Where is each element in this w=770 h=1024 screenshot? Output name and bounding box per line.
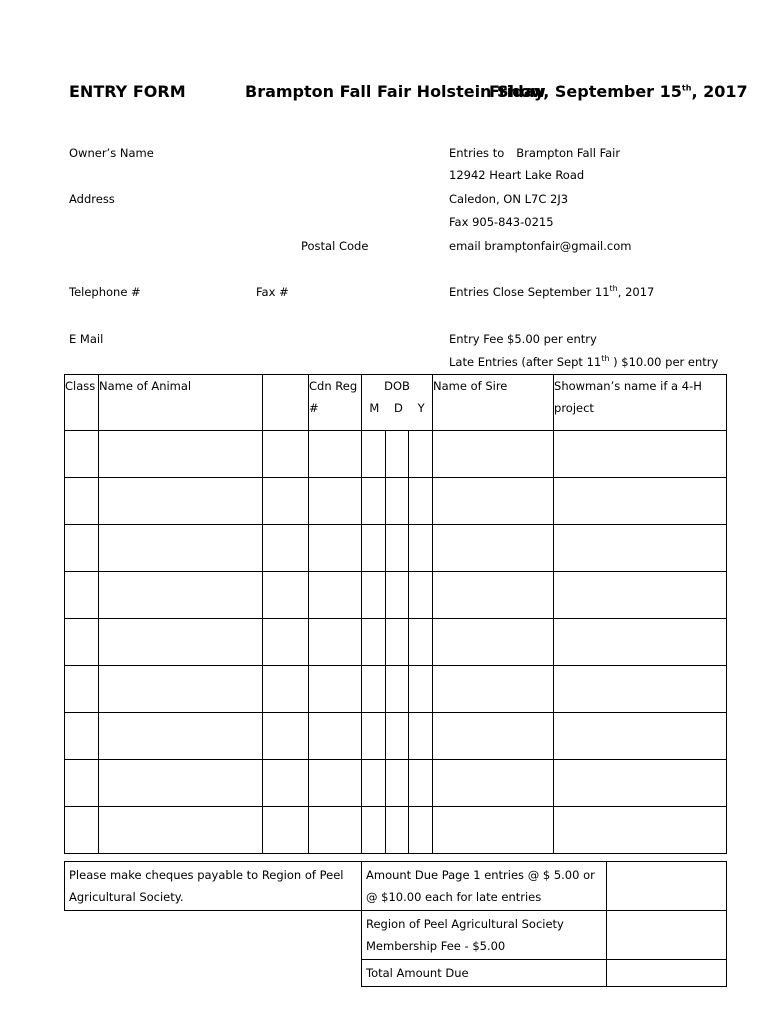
amount-due-row <box>362 862 727 911</box>
table-header-row <box>65 375 727 431</box>
class-cell[interactable] <box>65 572 99 619</box>
entries-close-main: Entries Close September 11 <box>449 285 610 299</box>
sire-cell[interactable] <box>433 807 554 854</box>
show-date-suffix: th <box>681 83 692 93</box>
dob-day-cell[interactable] <box>386 431 409 478</box>
animal-name-cell[interactable] <box>99 713 263 760</box>
dob-month-cell[interactable] <box>362 478 386 525</box>
sire-cell[interactable] <box>433 572 554 619</box>
showman-cell[interactable] <box>554 572 727 619</box>
entries-close-year: , 2017 <box>617 285 655 299</box>
dob-subheaders <box>362 397 432 419</box>
membership-fee-value[interactable] <box>607 911 727 960</box>
animal-name-cell[interactable] <box>99 525 263 572</box>
table-row <box>65 619 727 666</box>
dob-month-cell[interactable] <box>362 666 386 713</box>
late-entries-suffix: th <box>601 354 610 364</box>
class-cell[interactable] <box>65 619 99 666</box>
email-label: E Mail <box>69 332 104 346</box>
showman-cell[interactable] <box>554 525 727 572</box>
fax-label: Fax # <box>256 285 289 299</box>
dob-month-cell[interactable] <box>362 619 386 666</box>
cdn-reg-cell[interactable] <box>309 713 362 760</box>
total-amount-value[interactable] <box>607 960 727 987</box>
membership-row <box>362 911 727 960</box>
extra-cell[interactable] <box>263 760 309 807</box>
cdn-reg-cell[interactable] <box>309 431 362 478</box>
form-title: ENTRY FORM <box>69 82 186 101</box>
table-row <box>65 666 727 713</box>
animal-name-header: Name of Animal <box>99 375 263 431</box>
show-date-year: , 2017 <box>691 82 748 101</box>
amount-due-label: Amount Due Page 1 entries @ $ 5.00 or @ $10.00 each for late entries <box>362 862 607 911</box>
dob-year-cell[interactable] <box>409 619 433 666</box>
animal-name-cell[interactable] <box>99 807 263 854</box>
showman-cell[interactable] <box>554 431 727 478</box>
cdn-reg-cell[interactable] <box>309 666 362 713</box>
table-row <box>65 760 727 807</box>
dob-header <box>362 375 433 431</box>
sire-cell[interactable] <box>433 431 554 478</box>
entries-street: 12942 Heart Lake Road <box>449 168 585 182</box>
cdn-reg-cell[interactable] <box>309 760 362 807</box>
table-row <box>65 431 727 478</box>
dob-year-cell[interactable] <box>409 807 433 854</box>
cdn-reg-cell[interactable] <box>309 525 362 572</box>
table-row <box>65 713 727 760</box>
class-cell[interactable] <box>65 525 99 572</box>
extra-cell[interactable] <box>263 619 309 666</box>
table-row <box>65 525 727 572</box>
showman-header: Showman’s name if a 4-H project <box>554 375 727 431</box>
sire-cell[interactable] <box>433 619 554 666</box>
sire-cell[interactable] <box>433 478 554 525</box>
extra-cell[interactable] <box>263 572 309 619</box>
animal-name-cell[interactable] <box>99 619 263 666</box>
dob-day-cell[interactable] <box>386 619 409 666</box>
dob-year-header: Y <box>417 401 425 415</box>
cdn-reg-cell[interactable] <box>309 572 362 619</box>
entries-email: email bramptonfair@gmail.com <box>449 239 632 253</box>
cheques-box <box>64 861 362 911</box>
cdn-reg-cell[interactable] <box>309 807 362 854</box>
entries-fax: Fax 905-843-0215 <box>449 215 554 229</box>
showman-cell[interactable] <box>554 807 727 854</box>
cdn-reg-cell[interactable] <box>309 478 362 525</box>
entries-city: Caledon, ON L7C 2J3 <box>449 192 569 206</box>
entries-to-label: Entries to <box>449 146 505 160</box>
late-entries-fee: ) $10.00 per entry <box>609 355 719 369</box>
cdn-reg-cell[interactable] <box>309 619 362 666</box>
extra-cell[interactable] <box>263 666 309 713</box>
sire-cell[interactable] <box>433 760 554 807</box>
cdn-reg-header-line1: Cdn Reg <box>309 379 358 393</box>
address-label: Address <box>69 192 115 206</box>
dob-year-cell[interactable] <box>409 666 433 713</box>
entries-to <box>449 146 620 160</box>
animal-name-cell[interactable] <box>99 572 263 619</box>
dob-header-label: DOB <box>384 379 410 393</box>
dob-day-cell[interactable] <box>386 807 409 854</box>
extra-cell[interactable] <box>263 713 309 760</box>
amount-due-value[interactable] <box>607 862 727 911</box>
dob-year-cell[interactable] <box>409 431 433 478</box>
dob-day-cell[interactable] <box>386 572 409 619</box>
sire-cell[interactable] <box>433 666 554 713</box>
dob-year-cell[interactable] <box>409 572 433 619</box>
dob-year-cell[interactable] <box>409 525 433 572</box>
animal-name-cell[interactable] <box>99 666 263 713</box>
dob-month-cell[interactable] <box>362 572 386 619</box>
dob-day-cell[interactable] <box>386 713 409 760</box>
amount-due-table <box>361 861 727 987</box>
total-row <box>362 960 727 987</box>
dob-day-cell[interactable] <box>386 478 409 525</box>
table-row <box>65 478 727 525</box>
dob-month-cell[interactable] <box>362 525 386 572</box>
extra-cell[interactable] <box>263 525 309 572</box>
extra-cell[interactable] <box>263 478 309 525</box>
dob-year-cell[interactable] <box>409 713 433 760</box>
membership-fee-label: Region of Peel Agricultural Society Membership Fee - $5.00 <box>362 911 607 960</box>
show-date <box>489 82 748 101</box>
animal-name-cell[interactable] <box>99 760 263 807</box>
dob-month-cell[interactable] <box>362 807 386 854</box>
late-entries <box>449 355 718 369</box>
entries-close-suffix: th <box>609 284 618 294</box>
class-cell[interactable] <box>65 431 99 478</box>
table-row <box>65 807 727 854</box>
dob-year-cell[interactable] <box>409 478 433 525</box>
animal-name-cell[interactable] <box>99 431 263 478</box>
owners-name-label: Owner’s Name <box>69 146 154 160</box>
dob-day-cell[interactable] <box>386 666 409 713</box>
late-entries-main: Late Entries (after Sept 11 <box>449 355 602 369</box>
header-spacer-cell <box>263 375 309 431</box>
class-cell[interactable] <box>65 713 99 760</box>
cheques-note: Please make cheques payable to Region of Peel Agricultural Society. <box>65 862 362 911</box>
dob-year-cell[interactable] <box>409 760 433 807</box>
extra-cell[interactable] <box>263 431 309 478</box>
showman-cell[interactable] <box>554 713 727 760</box>
showman-cell[interactable] <box>554 666 727 713</box>
table-row <box>65 572 727 619</box>
dob-month-header: M <box>369 401 380 415</box>
dob-month-cell[interactable] <box>362 713 386 760</box>
class-cell[interactable] <box>65 760 99 807</box>
total-amount-label: Total Amount Due <box>362 960 607 987</box>
sire-cell[interactable] <box>433 713 554 760</box>
dob-month-cell[interactable] <box>362 760 386 807</box>
dob-day-cell[interactable] <box>386 760 409 807</box>
entries-close <box>449 285 654 299</box>
dob-day-header: D <box>394 401 403 415</box>
showman-cell[interactable] <box>554 619 727 666</box>
showman-cell[interactable] <box>554 760 727 807</box>
sire-header: Name of Sire <box>433 375 554 431</box>
telephone-label: Telephone # <box>69 285 141 299</box>
dob-day-cell[interactable] <box>386 525 409 572</box>
entries-to-value: Brampton Fall Fair <box>516 146 621 160</box>
class-cell[interactable] <box>65 666 99 713</box>
postal-code-label: Postal Code <box>301 239 369 253</box>
show-date-main: Friday, September 15 <box>489 82 682 101</box>
entry-table <box>64 374 727 854</box>
extra-cell[interactable] <box>263 807 309 854</box>
class-cell[interactable] <box>65 807 99 854</box>
showman-cell[interactable] <box>554 478 727 525</box>
sire-cell[interactable] <box>433 525 554 572</box>
class-header: Class <box>65 375 99 431</box>
class-cell[interactable] <box>65 478 99 525</box>
show-name: Brampton Fall Fair Holstein Show <box>245 82 546 101</box>
animal-name-cell[interactable] <box>99 478 263 525</box>
cdn-reg-header-line2: # <box>309 401 319 415</box>
entry-fee: Entry Fee $5.00 per entry <box>449 332 597 346</box>
dob-month-cell[interactable] <box>362 431 386 478</box>
cdn-reg-header <box>309 375 362 431</box>
